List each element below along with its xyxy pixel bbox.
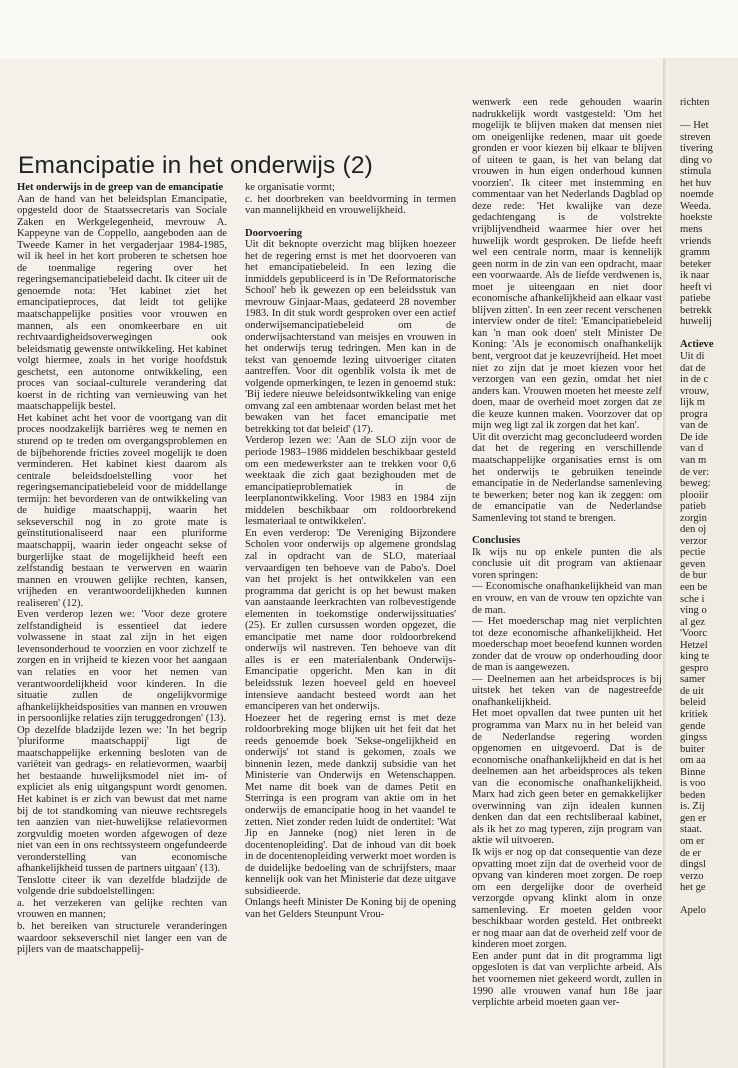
cropped-line: buiter [680, 743, 705, 755]
cropped-line: Binne [680, 766, 706, 778]
cropped-line [680, 328, 738, 340]
cropped-line [680, 109, 738, 121]
cropped-line: patiebe [680, 293, 711, 305]
list-item: a. het verzekeren van gelijke rechten van vrouwen en mannen; [17, 897, 227, 921]
cropped-line: noemde [680, 189, 714, 201]
cropped-line: plooiir [680, 489, 709, 501]
cropped-line: ding vo [680, 154, 713, 166]
cropped-line: huwelij [680, 316, 712, 328]
cropped-line: de uit [680, 685, 704, 697]
cropped-line: al gez [680, 616, 705, 628]
cropped-line: samer [680, 674, 706, 686]
cropped-line: gende [680, 720, 706, 732]
cropped-line: progra [680, 408, 708, 420]
cropped-line: beteker [680, 258, 712, 270]
paragraph: Aan de hand van het beleidsplan Emancipatie, opgesteld door de Staatssecretaris van Sociale Zaken en Werkgelegenheid, mevrouw A. Kappeyne van de Coppello, aangeboden aan de Tweede Kamer in het vergaderjaar 1984-1985, wil ik heel in het kort proberen te schetsen hoe de toenmalige regering over het regeringsemancipatiebeleid dacht. Ik citeer uit de genoemde nota: 'Het kabinet ziet het emancipatieproces, dat leidt tot gelijke maatschappelijke posities voor vrouwen en mannen, als een onomkeerbare en uit rechtvaardigheidsoverwegingen ook beleidsmatig gewenste ontwikkeling. Het kabinet volgt hiermee, zoals in het vorige hoofdstuk geschetst, een autonome ontwikkeling, een proces van sociaal-culturele verandering dat koerst in de richting van vernieuwing van het maatschappelijk bestel. [17, 193, 227, 413]
cropped-line: beleid [680, 697, 706, 709]
cropped-line: het huv [680, 177, 712, 189]
paragraph: Uit dit overzicht mag geconcludeerd worden dat het de regering en verschillende maatschappelijke organisaties ernst is om het onderwijs te gebruiken teneinde emancipatie in de Nederlandse samenleving te bewerken; beter nog kan ik zeggen: om de emancipatie van de Nederlandse Samenleving tot stand te brengen. [472, 431, 662, 524]
cropped-line: patieb [680, 501, 706, 513]
cropped-line: ving o [680, 605, 707, 617]
cropped-line: 'Voorc [680, 628, 708, 640]
cropped-line: beweg: [680, 478, 711, 490]
cropped-line: Uit di [680, 351, 705, 363]
paragraph: Onlangs heeft Minister De Koning bij de opening van het Gelders Steunpunt Vrou- [245, 897, 456, 920]
list-item: ke organisatie vormt; [245, 182, 335, 193]
paragraph: Hoezeer het de regering ernst is met deze roldoorbreking moge blijken uit het feit dat het reeds genoemde boek 'Sekse-ongelijkheid en onderwijs' tot stand is gekomen, zoals we binnenin lezen, mede dankzij subsidie van het Ministerie van Onderwijs en Wetenschappen. Met name dit boek van de dames Petit en Sterringa is een program van aktie om in het onderwijs de emancipatie hoog in het vaandel te zetten. Niet zonder reden luidt de ondertitel: 'Wat Jip en Janneke (nog) niet leren in de docentenopleiding'. Dat de inhoud van dit boek in de docentenopleiding verwerkt moet worden is de duidelijke bedoeling van de schrijfsters, maar kennelijk ook van het Ministerie dat deze uitgave subsidieerde. [245, 712, 456, 897]
cropped-line: heeft vi [680, 281, 713, 293]
cropped-line: is. Zij [680, 801, 705, 813]
cropped-line: tivering [680, 143, 713, 155]
cropped-line: om aa [680, 755, 706, 767]
cropped-line: om er [680, 836, 705, 847]
cropped-line [680, 894, 738, 906]
cropped-line: van d [680, 443, 704, 455]
cropped-line: king te [680, 651, 710, 663]
cropped-line: geven [680, 558, 706, 570]
paragraph: Uit dit beknopte overzicht mag blijken hoezeer het de regering ernst is met het doorvoeren van het emancipatiebeleid. In een lezing die inmiddels gepubliceerd is in 'De Reformatorische School' heb ik gewezen op een beleidsstuk van mevrouw Ginjaar-Maas, gedateerd 28 november 1983. In dit stuk wordt gesproken over een actief onderwijsemancipatiebeleid om de onderwijsachterstand van meisjes en vrouwen in het onderwijs terug tedringen. Men kan in de tekst van genoemde lezing uitvoeriger citaten aantreffen. Voor dit ogenblik volsta ik met de volgende opmerkingen, te lezen in genoemd stuk: 'Bij iedere nieuwe beleidsontwikkeling van enige omvang zal een ambtenaar worden belast met het bewaken van het facet emancipatie met betrekking tot dat beleid' (17). [245, 239, 456, 435]
cropped-line: verzo [680, 870, 704, 882]
paragraph: Een ander punt dat in dit programma ligt opgesloten is dat van verplichte arbeid. Als het voornemen niet gekeerd wordt, zullen in 1990 alle vrouwen vanaf hun 18e jaar verplichte arbeid moeten gaan ver- [472, 950, 662, 1009]
cropped-line: van de [680, 420, 708, 432]
cropped-line: gingss [680, 732, 708, 744]
paragraph: Op dezelfde bladzijde lezen we: 'In het begrip 'pluriforme maatschappij' ligt de maatschappelijke erkenning besloten van de variëteit van gedrags- en relatievormen, waarbij het bestaande huwelijksmodel niet im- of expliciet als enig uitgangspunt wordt genomen. Het kabinet is er zich van bewust dat met name bij de tot standkoming van nieuwe rechtsregels ten aanzien van niet-huwelijkse relatievormen zorgvuldig moeten worden afgewogen of deze niet van een in ons rechtssysteem ongefundeerde veronderstelling van economische afhankelijkheid tussen de partners uitgaan' (13). [17, 724, 227, 875]
paragraph: Het kabinet acht het voor de voortgang van dit proces noodzakelijk barrières weg te nemen en sturend op te treden om overgangsproblemen en de bijbehorende fricties zoveel mogelijk te doen verminderen. Het kabinet kiest daarom als centrale beleidsdoelstelling voor het regeringsemancipatiebeleid voor de middellange termijn: het bevorderen van de ontwikkeling van de huidige maatschappij, waarin het sekseverschil nog in zo grote mate is geïnstitutionaliseerd naar een pluriforme maatschappij, waarin ieder ongeacht sekse of burgerlijke staat de mogelijkheid heeft een zelfstandig bestaan te verwerven en waarin mannen en vrouwen gelijke rechten, kansen, vrijheden en verantwoordelijkheden kunnen realiseren' (12). [17, 412, 227, 609]
cropped-line: sche i [680, 593, 705, 605]
cropped-line: vrouw, [680, 385, 710, 397]
subheading-greep: Het onderwijs in de greep van de emancipatie [17, 182, 224, 193]
cropped-line: zorgin [680, 512, 707, 524]
cropped-line: kritiek [680, 708, 708, 720]
paragraph: Ik wijs nu op enkele punten die als conclusie uit dit program van aktienaar voren springen: [472, 546, 662, 581]
cropped-line: Weeda. [680, 200, 712, 212]
cropped-line: gespro [680, 662, 709, 674]
cropped-line: de bur [680, 570, 707, 582]
cropped-line: streven [680, 131, 711, 143]
cropped-line: de er [680, 847, 701, 859]
cropped-line: het ge [680, 882, 706, 894]
cropped-line: van m [680, 454, 707, 466]
paragraph: Verderop lezen we: 'Aan de SLO zijn voor de periode 1983–1986 middelen beschikbaar gesteld om een medewerkster aan te trekken voor 0,6 weektaak die zich gaat bezighouden met de emancipatieproblematiek in de leerplanontwikkeling. Voor 1983 en 1984 zijn middelen beschikbaar om roldoorbrekend lesmateriaal te ontwikkelen'. [245, 435, 456, 528]
cropped-line: gen er [680, 812, 707, 824]
paragraph: wenwerk een rede gehouden waarin nadrukkelijk wordt vastgesteld: 'Om het mogelijk te blijven maken dat mensen niet om oneigenlijke redenen, maar uit goede gronden er voor kiezen bij elkaar te blijven of uiteen te gaan, is het van belang dat vrouwen in hun eigen onderhoud kunnen voorzien'. Ik citeer met instemming en commentaar van het Nederlands Dagblad op deze rede: 'Het kwalijke van deze gedachtengang is de volstrekte vrijblijvendheid waarmee hier over het huwelijk wordt gesproken. De liefde heeft wel een centrale norm, maar is kennelijk geen norm in de zin van een opdracht, maar een voorwaarde. Als de liefde verdwenen is, moet je uiteengaan en niet door economische afhankelijkheid aan elkaar vast blijven zitten'. In een zeer recent verschenen interview onder de titel: 'Emancipatiebeleid kan 'n man ook doen' stelt Minister De Koning: 'Als je economisch onafhankelijk bent, vergroot dat je keuzevrijheid. Het moet niet zo zijn dat je moet kiezen voor het verzorgen van een gezin, omdat het niet anders kan. Vrouwen moeten het meeste zelf doen, maar de overheid moet zorgen dat ze die keuze kunnen maken. Voorzover dat op mijn weg ligt zal ik zorgen dat het kan'. [472, 97, 662, 432]
cropped-line: is voo [680, 778, 706, 790]
cropped-line: de ver: [680, 466, 710, 478]
column-3 [472, 97, 662, 1009]
cropped-line: Hetzel [680, 639, 708, 651]
list-item: — Economische onafhankelijkheid van man en vrouw, en van de vrouw ten opzichte van de man. [472, 581, 662, 616]
cropped-line: Actieve [680, 339, 714, 351]
subheading-conclusies: Conclusies [472, 535, 521, 547]
paragraph: Het moet opvallen dat twee punten uit het programma van Marx nu in het beleid van de Nederlandse regering worden opgenomen en uitgevoerd. Dat is de economische onafhankelijkheid en dat is het deelnemen aan het arbeidsproces als teken van die economische onafhankelijkheid. Marx had zich geen beter en gemakkelijker overwinning van zijn idealen kunnen denken dan dat een rechtsliberaal kabinet, als ik het zo mag typeren, zijn program van aktie wil uitvoeren. [472, 708, 662, 847]
paragraph: Even verderop lezen we: 'Voor deze grotere zelfstandigheid is essentieel dat iedere volwassene in staat zal zijn in het eigen levensonderhoud te voorzien en voor zichzelf te zorgen en in vrijheid te kiezen voor het aangaan van relaties en voor het nemen van verantwoordelijkheid voor kinderen. In die situatie zullen de ongelijkvormige afhankelijkheidsposities van mannen en vrouwen in persoonlijke relaties zijn teruggedrongen' (13). [17, 609, 227, 725]
cropped-line: den oj [680, 524, 707, 536]
list-item: c. het doorbreken van beeldvorming in termen van mannelijkheid en vrouwelijkheid. [245, 193, 456, 217]
cropped-line: De ide [680, 431, 708, 443]
cropped-line: Apelo [680, 905, 706, 917]
cropped-line: vriends [680, 235, 712, 247]
article-title: Emancipatie in het onderwijs (2) [18, 152, 374, 179]
subheading-doorvoering: Doorvoering [245, 227, 303, 239]
cropped-line: beden [680, 789, 706, 801]
list-item: b. het bereiken van structurele veranderingen waardoor sekseverschil niet langer een van de pijlers van de maatschappelij- [17, 921, 227, 956]
cropped-line: betrekk [680, 304, 712, 316]
cropped-line: pectie [680, 547, 706, 559]
cropped-line: richten [680, 97, 710, 108]
cropped-line: lijk m [680, 397, 706, 409]
column-4-cropped [680, 97, 738, 997]
cropped-line: verzor [680, 535, 708, 547]
cropped-line: ik naar [680, 270, 710, 282]
cropped-line: hoekste [680, 212, 713, 224]
paragraph: En even verderop: 'De Vereniging Bijzondere Scholen voor onderwijs op algemene grondslag zal in opdracht van de SLO, materiaal vervaardigen ten behoeve van de Pabo's. Doel van het projekt is het ontwikkelen van een programma dat gericht is op het bewust maken van aanstaande leerkrachten van rolbevestigende elementen in toekomstige onderwijssituaties' (25). Er zullen cursussen worden opgezet, die emancipatie met name door roldoorbrekend onderwijs wil nastreven. Ten behoeve van dit alles is er een materialenbank Onderwijs-Emancipatie opgericht. Men kan in dit beleidsstuk lezen hoeveel geld en hoeveel intensieve aandacht besteed wordt aan het emanciperen van het onderwijs. [245, 527, 456, 713]
cropped-line: mens [680, 224, 703, 236]
cropped-line: gramm [680, 247, 711, 259]
cropped-line: staat. [680, 824, 703, 836]
cropped-line: in de c [680, 374, 709, 386]
paragraph: Tenslotte citeer ik van dezelfde bladzijde de volgende drie subdoelstellingen: [17, 874, 227, 898]
column-2 [245, 182, 456, 982]
cropped-line: een be [680, 581, 708, 593]
cropped-line: stimula [680, 166, 712, 178]
column-1 [17, 182, 227, 982]
paragraph: Ik wijs er nog op dat consequentie van deze opvatting moet zijn dat de overheid voor de opvang van kinderen moet zorgen. De roep om een dergelijke door de overheid verzorgde opvang klinkt alom in onze samenleving. Er moeten gelden voor beschikbaar worden gesteld. Het ontbreekt er nog maar aan dat de overheid zelf voor de kinderen moet zorgen. [472, 847, 662, 951]
cropped-line: dat de [680, 362, 706, 374]
cropped-line: dingsl [680, 859, 706, 871]
list-item: — Het moederschap mag niet verplichten tot deze economische afhankelijkheid. Het moederschap moet beoefend kunnen worden zonder dat de vrouw op onderhouding door de man is aangewezen. [472, 616, 662, 674]
list-item: — Deelnemen aan het arbeidsproces is bij uitstek het teken van de nagestreefde onafhankelijkheid. [472, 673, 662, 708]
cropped-line: — Het [680, 120, 709, 132]
